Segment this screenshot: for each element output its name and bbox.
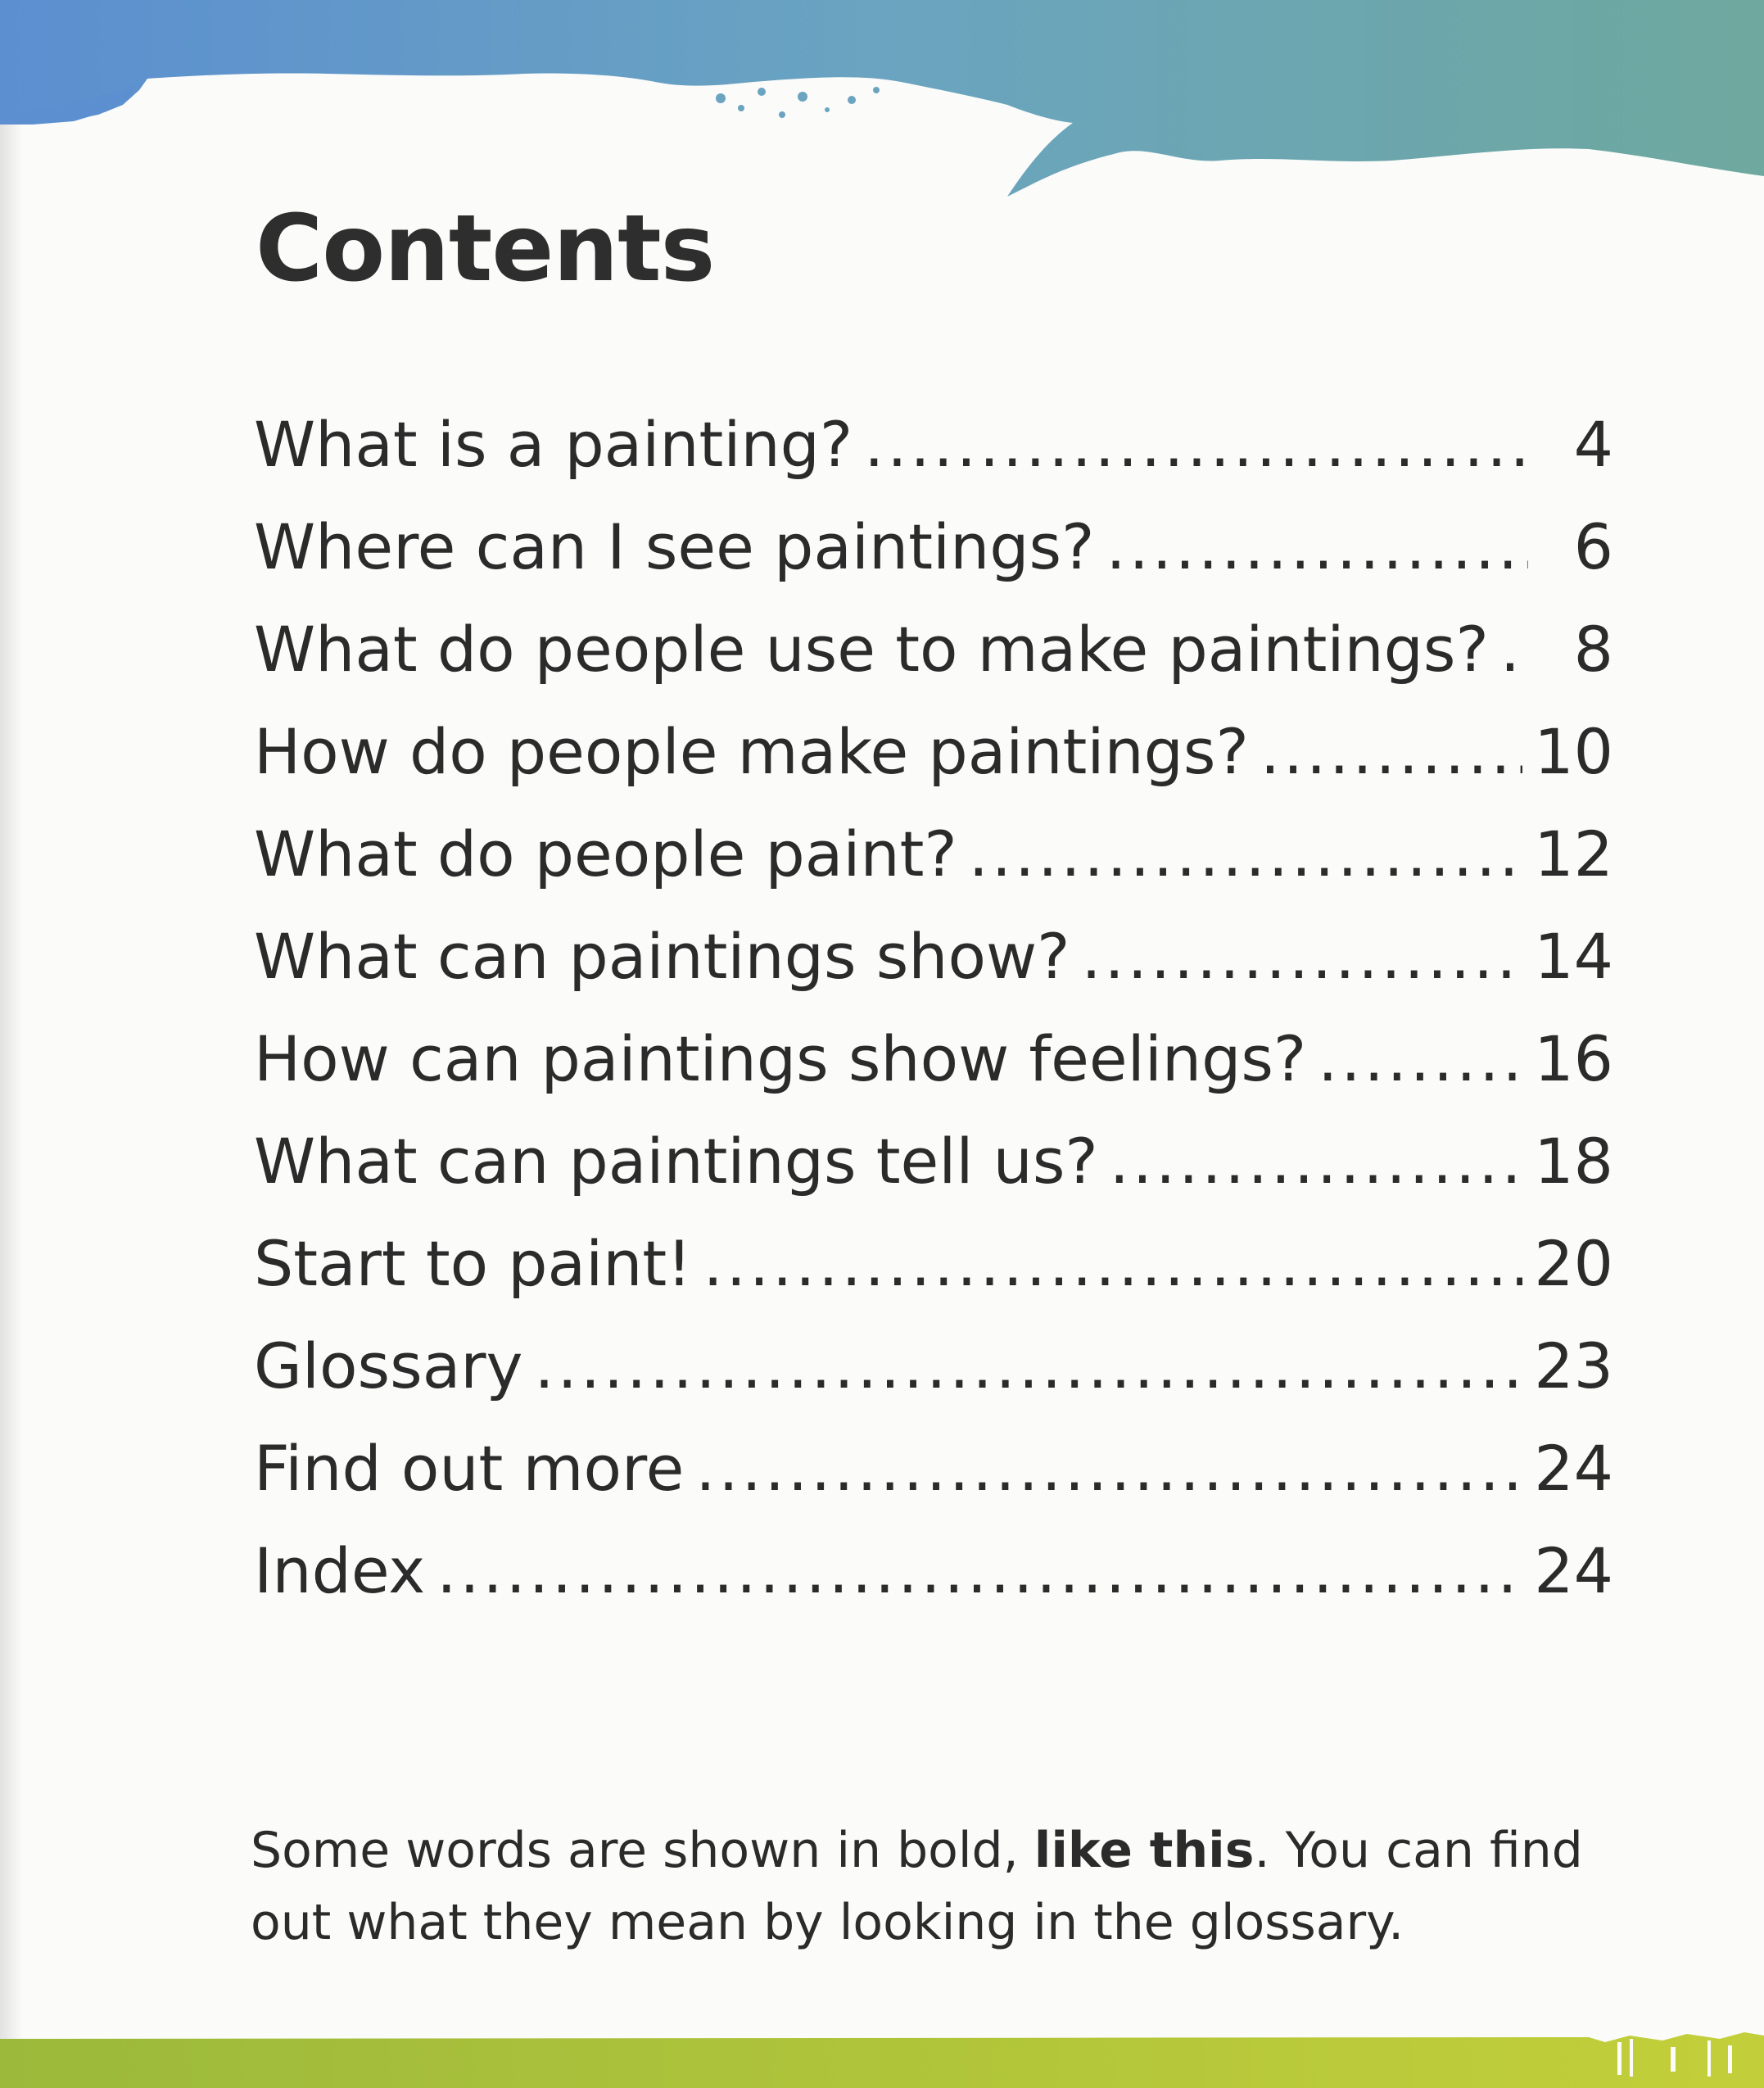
toc-dot-leader: [1106, 496, 1528, 598]
toc-dot-leader: [703, 1212, 1523, 1315]
toc-entry[interactable]: [254, 1110, 1613, 1212]
toc-dot-leader: [695, 1417, 1522, 1520]
toc-page-number: 6: [1573, 510, 1613, 583]
toc-dot-leader: [535, 1315, 1523, 1417]
toc-entry-title: What do people paint?: [254, 818, 957, 890]
toc-dot-leader: [1318, 1008, 1522, 1110]
toc-dot-leader: [1260, 700, 1522, 803]
toc-entry[interactable]: [254, 496, 1613, 598]
toc-entry-title: What can paintings show?: [254, 920, 1070, 993]
toc-entry[interactable]: [254, 393, 1613, 496]
toc-page-number: 23: [1534, 1329, 1613, 1402]
toc-entry[interactable]: [254, 1315, 1613, 1417]
toc-dot-leader: [969, 803, 1523, 905]
toc-page-number: 14: [1534, 920, 1613, 993]
glossary-note-text-cont: . You can find out what they mean by looking in the glossary.: [251, 1822, 1583, 1951]
table-of-contents: [254, 393, 1613, 1622]
toc-entry[interactable]: [254, 1417, 1613, 1520]
toc-entry-title: What is a painting?: [254, 408, 853, 481]
toc-entry[interactable]: [254, 700, 1613, 803]
toc-dot-leader: [864, 393, 1528, 496]
toc-page-number: 18: [1534, 1125, 1613, 1198]
toc-entry[interactable]: [254, 1212, 1613, 1315]
toc-dot-leader: [1500, 598, 1528, 700]
toc-entry[interactable]: [254, 598, 1613, 700]
toc-page-number: 4: [1573, 408, 1613, 481]
toc-entry-title: Start to paint!: [254, 1227, 692, 1300]
top-paint-banner: [0, 0, 1764, 213]
toc-page-number: 10: [1534, 715, 1613, 788]
toc-dot-leader: [1110, 1110, 1523, 1212]
toc-entry-title: How do people make paintings?: [254, 715, 1249, 788]
toc-page-number: 8: [1573, 613, 1613, 686]
toc-entry-title: What do people use to make paintings?: [254, 613, 1489, 686]
toc-entry[interactable]: [254, 905, 1613, 1008]
toc-entry-title: Index: [254, 1534, 426, 1607]
toc-entry-title: Find out more: [254, 1432, 685, 1505]
toc-dot-leader: [1081, 905, 1522, 1008]
glossary-note-text: Some words are shown in bold,: [251, 1822, 1034, 1879]
toc-entry[interactable]: [254, 1520, 1613, 1622]
toc-entry[interactable]: [254, 1008, 1613, 1110]
page-gutter-shadow: [0, 0, 23, 2088]
toc-entry-title: How can paintings show feelings?: [254, 1022, 1307, 1095]
toc-entry-title: Glossary: [254, 1329, 523, 1402]
toc-entry[interactable]: [254, 803, 1613, 905]
glossary-note: [251, 1814, 1643, 1959]
toc-page-number: 20: [1534, 1227, 1613, 1300]
toc-page-number: 12: [1534, 818, 1613, 890]
toc-entry-title: Where can I see paintings?: [254, 510, 1095, 583]
bottom-paint-banner: [0, 2031, 1764, 2088]
toc-dot-leader: [436, 1520, 1522, 1622]
toc-entry-title: What can paintings tell us?: [254, 1125, 1098, 1198]
toc-page-number: 16: [1534, 1022, 1613, 1095]
toc-page-number: 24: [1534, 1432, 1613, 1505]
page-title: Contents: [256, 196, 715, 302]
toc-page-number: 24: [1534, 1534, 1613, 1607]
bold-example: like this: [1034, 1822, 1255, 1879]
